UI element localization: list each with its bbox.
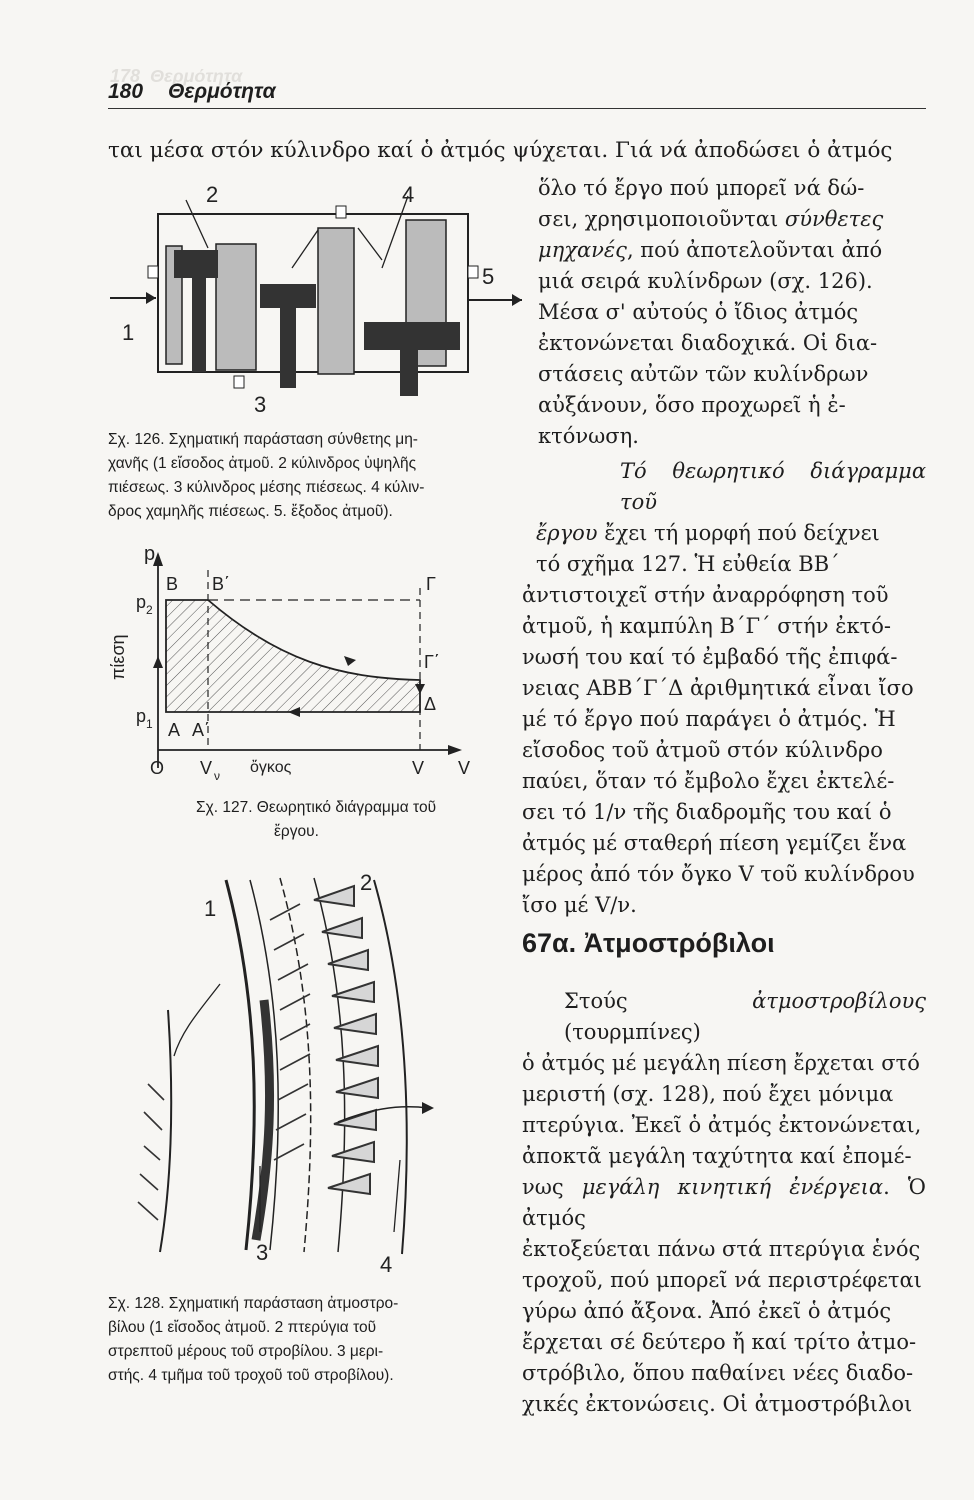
- page-number: 180: [108, 80, 144, 103]
- fig126-label-5: 5: [482, 264, 495, 289]
- fig126-label-2: 2: [206, 182, 219, 207]
- svg-text:Γ΄: Γ΄: [424, 652, 440, 672]
- figure-126-compound-engine: [108, 168, 528, 428]
- right-column-paragraph-2: Τό θεωρητικό διάγραμμα τοῦ ἔργου ἔχει τή μορφή πού δείχνει τό σχῆμα 127. Ἡ εὐθεία ΒΒ΄ ἀντιστοιχεῖ στήν ἀναρρόφηση τοῦ ἀτμοῦ, ἡ καμπύλη Β΄Γ΄ στήν ἐκτό- νωσή του καί τό ἐμβαδό τῆς ἐπιφά- νειας ΑΒΒ΄Γ΄Δ ἀριθμητικά εἶναι ἴσο μέ τό ἔργο πού παράγει ὁ ἀτμός. Ἡ εἴσοδος τοῦ ἀτμοῦ στόν κύλινδρο παύει, ὅταν τό ἔμβολο ἔχει ἐκτελέ- σει τό 1/ν τῆς διαδρομῆς του καί ὁ ἀτμός μέ σταθερή πίεση γεμίζει ἕνα μέρος ἀπό τόν ὄγκο V τοῦ κυλίνδρου ἴσο μέ V/ν.: [522, 459, 926, 917]
- svg-text:2: 2: [146, 603, 153, 617]
- svg-text:A΄: A΄: [192, 720, 210, 740]
- fig128-label-2: 2: [360, 870, 373, 895]
- figure-128-caption: Σχ. 128. Σχηματική παράσταση ἀτμοστρο- βίλου (1 εἴσοδος ἀτμοῦ. 2 πτερύγια τοῦ στρεπτοῦ μέρους τοῦ στροβίλου. 3 μερι- στής. 4 τμῆμα τοῦ τροχοῦ τοῦ στροβίλου).: [108, 1295, 399, 1384]
- svg-text:ὄγκος: ὄγκος: [250, 759, 292, 776]
- svg-text:B΄: B΄: [212, 574, 230, 594]
- svg-text:V: V: [412, 758, 425, 778]
- fig128-label-1: 1: [204, 896, 217, 921]
- figure-127-work-diagram: [108, 540, 508, 790]
- svg-text:Γ: Γ: [426, 574, 436, 594]
- svg-text:Δ: Δ: [424, 694, 437, 714]
- running-title: Θερμότητα: [168, 80, 276, 103]
- fig128-label-4: 4: [380, 1252, 393, 1277]
- cylinder-medium-pressure: [318, 228, 354, 374]
- fig126-label-3: 3: [254, 392, 267, 417]
- figure-126-caption: Σχ. 126. Σχηματική παράσταση σύνθετης μη- χανῆς (1 εἴσοδος ἀτμοῦ. 2 κύλινδρος ὑψηλῆς πιέσεως. 3 κύλινδρος μέσης πιέσεως. 4 κύλιν- δρος χαμηλῆς πιέσεως. 5. ἔξοδος ἀτμοῦ).: [108, 431, 425, 520]
- svg-text:p: p: [136, 706, 147, 726]
- svg-text:O: O: [150, 758, 165, 778]
- top-full-line: ται μέσα στόν κύλινδρο καί ὁ ἀτμός ψύχεται. Γιά νά ἀποδώσει ὁ ἀτμός: [108, 138, 893, 163]
- fig128-label-3: 3: [256, 1240, 269, 1265]
- svg-text:ν: ν: [214, 769, 220, 783]
- work-area: [166, 600, 420, 712]
- svg-text:B: B: [166, 574, 179, 594]
- right-column-paragraph-1: ὅλο τό ἔργο πού μπορεῖ νά δώ- σει, χρησιμοποιοῦνται σύνθετες μηχανές, πού ἀποτελοῦνται ἀπό μιά σειρά κυλίνδρων (σχ. 126). Μέσα σ' αὐτούς ὁ ἴδιος ἀτμός ἐκτονώνεται διαδοχικά. Οἱ δια- στάσεις αὐτῶν τῶν κυλίνδρων αὐξάνουν, ὅσο προχωρεῖ ἡ ἐ- κτόνωση.: [538, 176, 884, 448]
- fig127-label-p: p: [144, 543, 156, 565]
- figure-128-steam-turbine: [128, 860, 488, 1280]
- fig126-label-4: 4: [402, 182, 415, 207]
- figure-127-caption: Σχ. 127. Θεωρητικό διάγραμμα τοῦ ἔργου.: [196, 799, 437, 840]
- section-heading: 67α. Ἀτμοστρόβιλοι: [522, 928, 775, 958]
- svg-text:πίεση: πίεση: [108, 634, 128, 680]
- svg-text:p: p: [136, 592, 147, 612]
- fig126-label-1: 1: [122, 320, 135, 345]
- right-column-paragraph-3: Στούς ἀτμοστροβίλους (τουρμπίνες) ὁ ἀτμός μέ μεγάλη πίεση ἔρχεται στό μεριστή (σχ. 128), πού ἔχει μόνιμα πτερύγια. Ἐκεῖ ὁ ἀτμός ἐκτονώνεται, ἀποκτᾶ μεγάλη ταχύτητα καί ἐπομέ- νως μεγάλη κινητική ἐνέργεια. Ὁ ἀτμός ἐκτοξεύεται πάνω στά πτερύγια ἑνός τροχοῦ, πού μπορεῖ νά περιστρέφεται γύρω ἀπό ἄξονα. Ἀπό ἐκεῖ ὁ ἀτμός ἔρχεται σέ δεύτερο ἤ καί τρίτο ἀτμο- στρόβιλο, ὅπου παθαίνει νέες διαδο- χικές ἐκτονώσεις. Οἱ ἀτμοστρόβιλοι: [522, 989, 926, 1416]
- show-through-text: 178 Θερμότητα: [110, 66, 243, 86]
- svg-text:1: 1: [146, 717, 153, 731]
- svg-text:V: V: [200, 758, 213, 778]
- page-header: [108, 78, 926, 109]
- svg-text:A: A: [168, 720, 181, 740]
- svg-text:V: V: [458, 758, 471, 778]
